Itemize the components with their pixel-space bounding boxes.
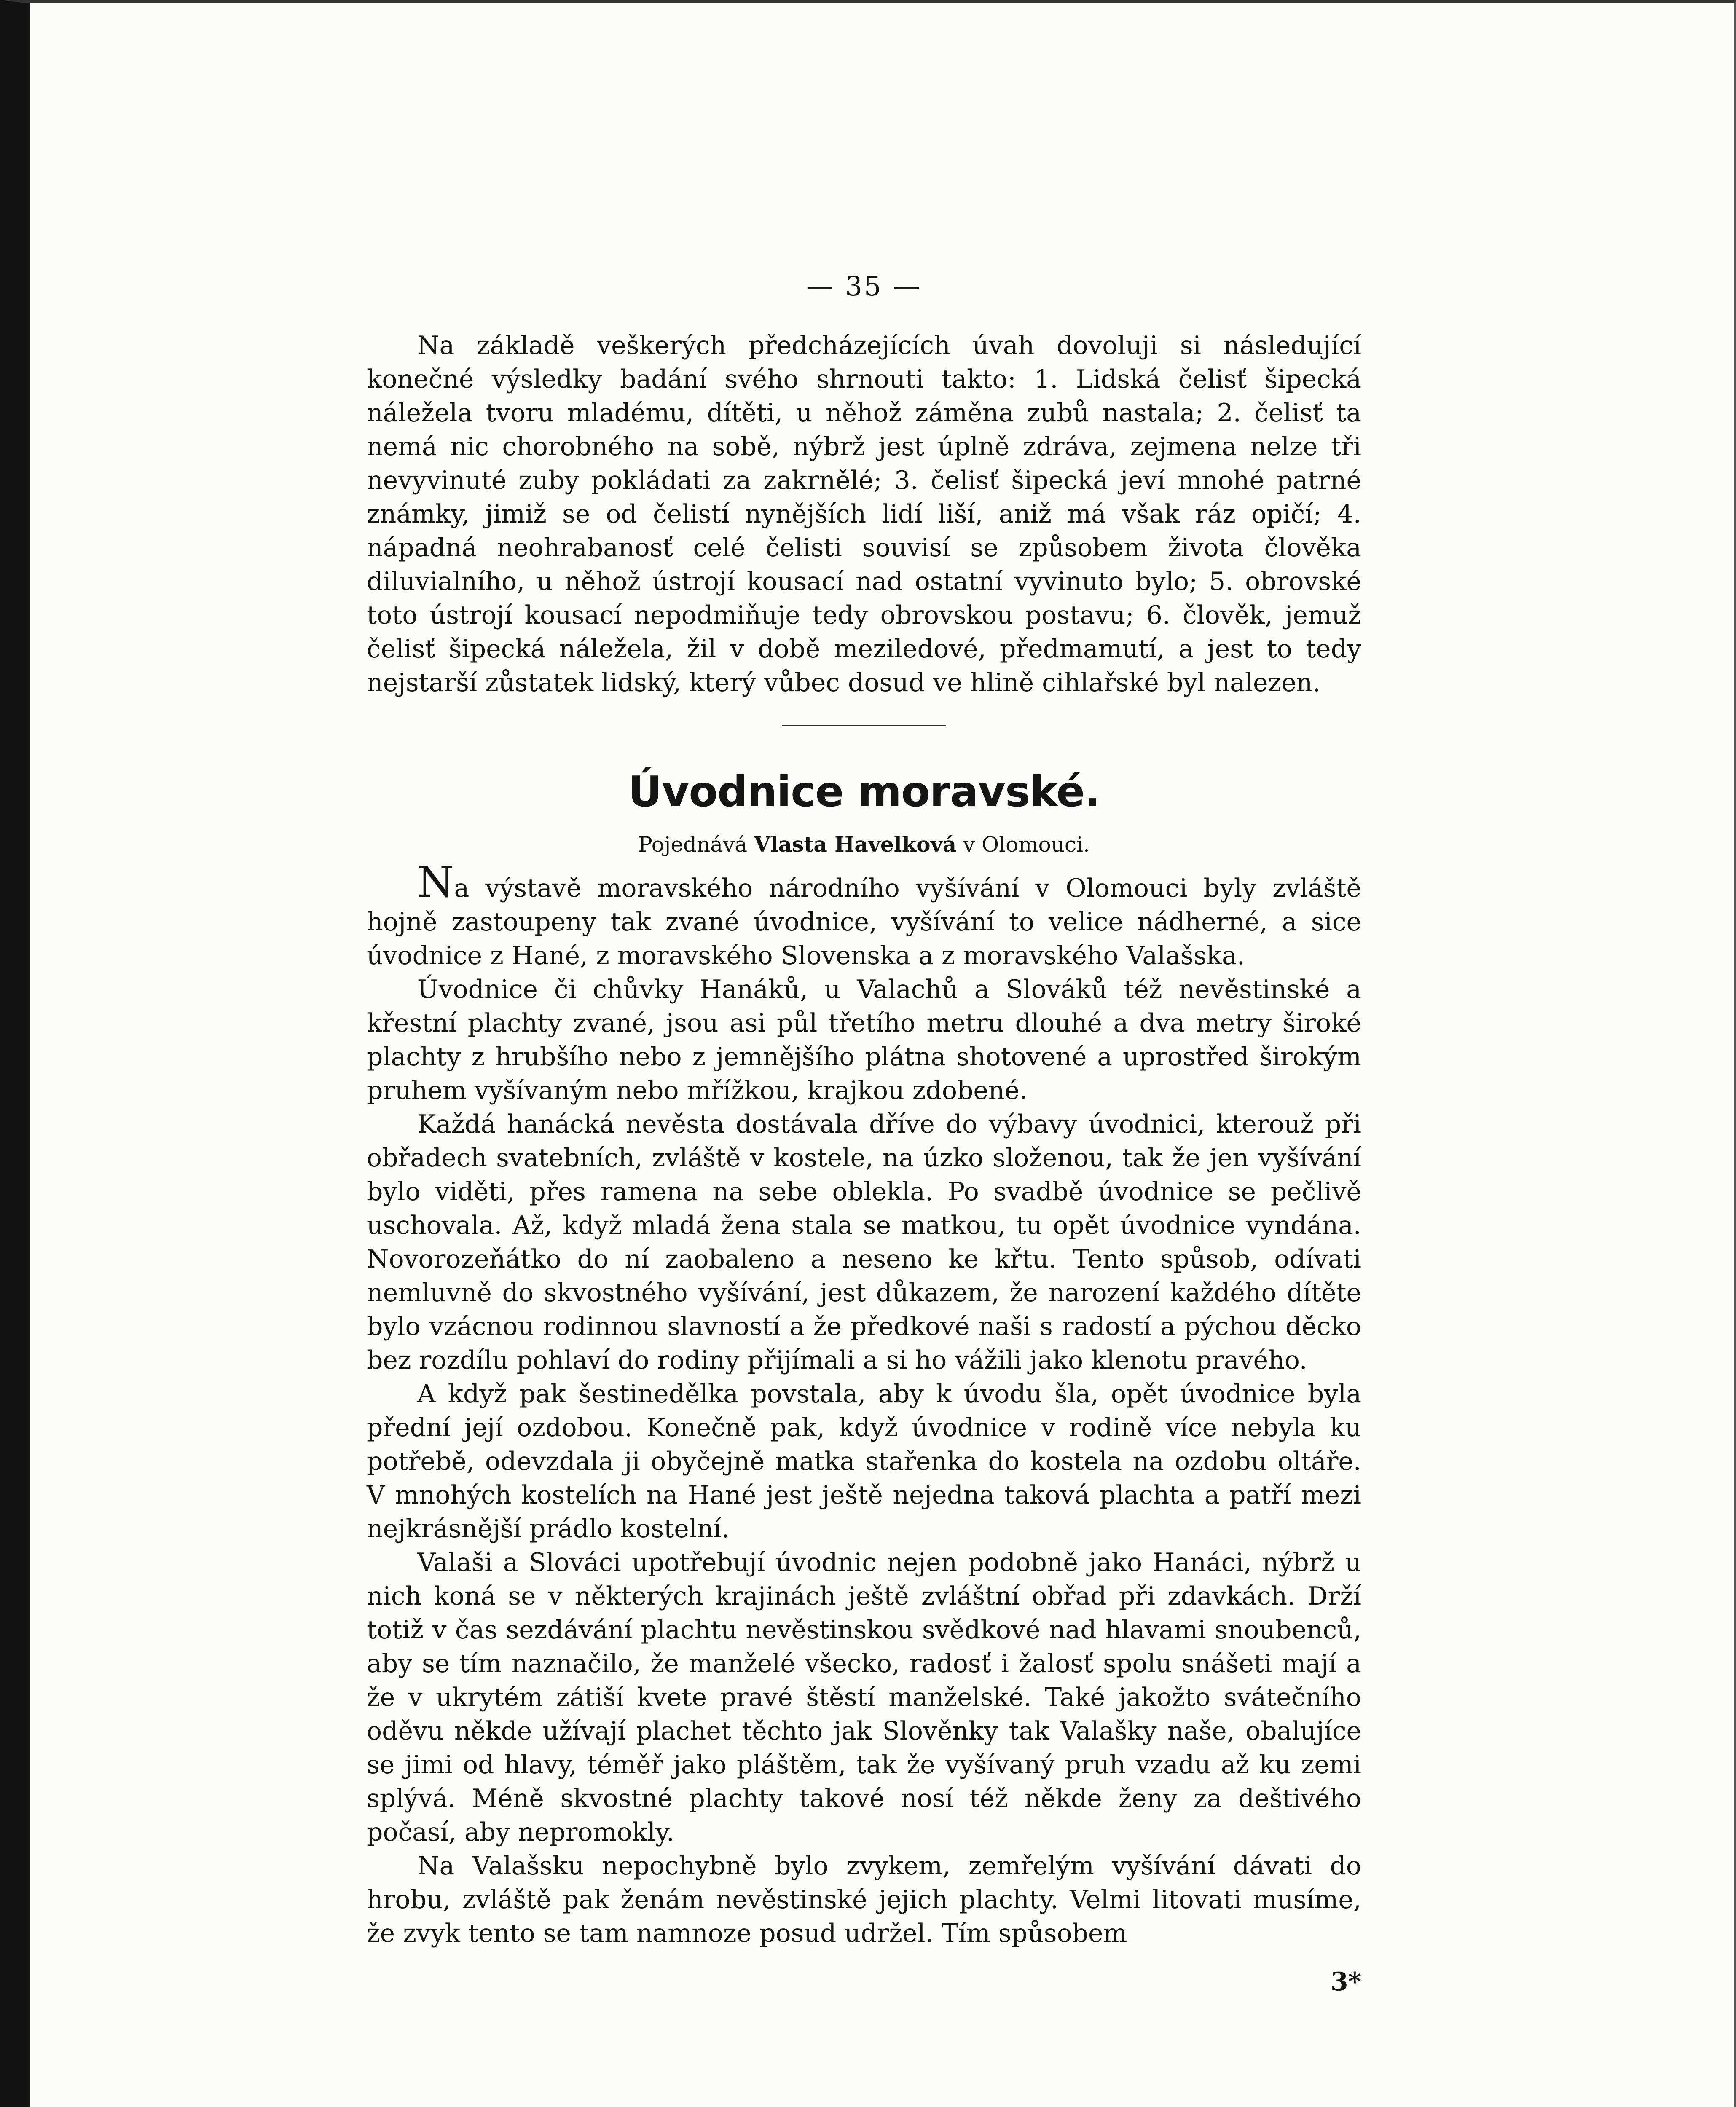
article-byline xyxy=(367,828,1361,861)
article-paragraph-1 xyxy=(367,858,1361,973)
intro-paragraph: Na základě veškerých předcházejících úvah dovoluji si následující konečné výsledky badání svého shrnouti takto: 1. Lidská čelisť šipecká náležela tvoru mladému, dítěti, u něhož záměna zubů nastala; 2. čelisť ta nemá nic chorobného na sobě, nýbrž jest úplně zdráva, zejmena nelze tři nevyvinuté zuby pokládati za zakrnělé; 3. čelisť šipecká jeví mnohé patrné známky, jimiž se od čelistí nynějších lidí liší, aniž má však ráz opičí; 4. nápadná neohrabanosť celé čelisti souvisí se způsobem života člověka diluvialního, u něhož ústrojí kousací nad ostatní vyvinuto bylo; 5. obrovské toto ústrojí kousací nepodmiňuje tedy obrovskou postavu; 6. člověk, jemuž čelisť šipecká náležela, žil v době meziledové, předmamutí, a jest to tedy nejstarší zůstatek lidský, který vůbec dosud ve hlině cihlařské byl nalezen. xyxy=(367,331,1361,697)
article-paragraph-1-text: a výstavě moravského národního vyšívání v Olomouci byly zvláště hojně zastoupeny tak zvané úvodnice, vyšívání to velice nádherné, a sice úvodnice z Hané, z moravského Slovenska a z moravského Valašska. xyxy=(367,874,1361,970)
byline-prefix: Pojednává xyxy=(638,832,748,857)
drop-cap: N xyxy=(417,858,454,907)
byline-author: Vlasta Havelková xyxy=(754,832,957,857)
article-paragraph-3: Každá hanácká nevěsta dostávala dříve do výbavy úvodnici, kterouž při obřadech svatebních, zvláště v kostele, na úzko složenou, tak že jen vyšívání bylo viděti, přes ramena na sebe oblekla. Po svadbě úvodnice se pečlivě uschovala. Až, když mladá žena stala se matkou, tu opět úvodnice vyndána. Novorozeňátko do ní zaobaleno a neseno ke křtu. Tento spůsob, odívati nemluvně do skvostného vyšívání, jest důkazem, že narození každého dítěte bylo vzácnou rodinnou slavností a že předkové naši s radostí a pýchou děcko bez rozdílu pohlaví do rodiny přijímali a si ho vážili jako klenotu pravého. xyxy=(367,1110,1361,1375)
signature-mark: 3* xyxy=(1330,1967,1361,1997)
article-title: Úvodnice moravské. xyxy=(628,767,1100,816)
article-paragraph-5: Valaši a Slováci upotřebují úvodnic nejen podobně jako Hanáci, nýbrž u nich koná se v některých krajinách ještě zvláštní obřad při zdavkách. Drží totiž v čas sezdávání plachtu nevěstinskou svědkové nad hlavami snoubenců, aby se tím naznačilo, že manželé všecko, radosť i žalosť spolu snášeti mají a že v ukrytém zátiší kvete pravé štěstí manželské. Také jakožto svátečního oděvu někde užívají plachet těchto jak Slověnky tak Valašky naše, obalujíce se jimi od hlavy, téměř jako pláštěm, tak že vyšívaný pruh vzadu až ku zemi splývá. Méně skvostné plachty takové nosí též někde ženy za deštivého počasí, aby nepromokly. xyxy=(367,1548,1361,1847)
section-divider xyxy=(782,725,946,726)
article-paragraph-6: Na Valašsku nepochybně bylo zvykem, zemřelým vyšívání dávati do hrobu, zvláště pak ženám nevěstinské jejich plachty. Velmi litovati musíme, že zvyk tento se tam namnoze posud udržel. Tím spůsobem xyxy=(367,1851,1361,1948)
document-page xyxy=(367,261,1361,1997)
article-paragraph-4: A když pak šestinedělka povstala, aby k úvodu šla, opět úvodnice byla přední její ozdobou. Konečně pak, když úvodnice v rodině více nebyla ku potřebě, odevzdala ji obyčejně matka stařenka do kostela na ozdobu oltáře. V mnohých kostelích na Hané jest ještě nejedna taková plachta a patří mezi nejkrásnější prádlo kostelní. xyxy=(367,1379,1361,1544)
article-paragraph-2: Úvodnice či chůvky Hanáků, u Valachů a Slováků též nevěstinské a křestní plachty zvané, jsou asi půl třetího metru dlouhé a dva metry široké plachty z hrubšího nebo z jemnějšího plátna shotovené a uprostřed širokým pruhem vyšívaným nebo mřížkou, krajkou zdobené. xyxy=(367,975,1361,1105)
page-number: — 35 — xyxy=(806,271,922,302)
byline-suffix: v Olomouci. xyxy=(963,832,1090,857)
